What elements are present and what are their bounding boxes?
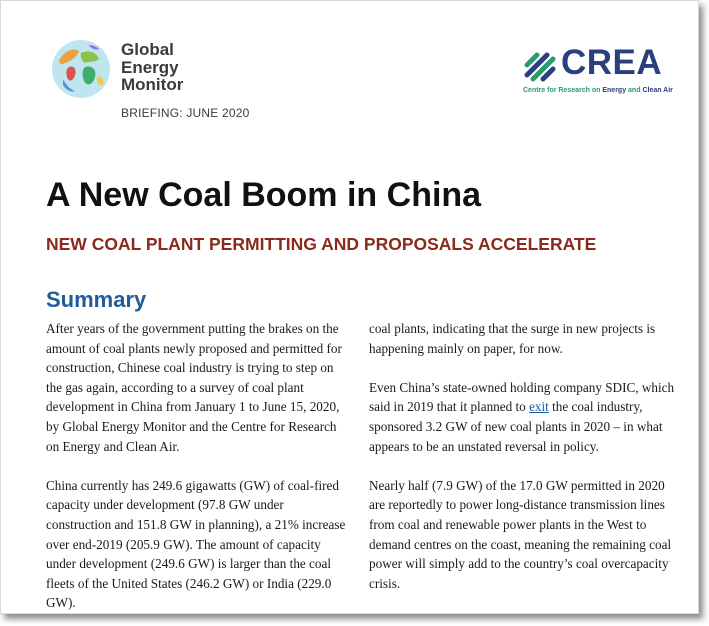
- crea-tagline-part: Energy: [602, 87, 627, 94]
- paragraph: China currently has 249.6 gigawatts (GW) of coal-fired capacity under development (97.8 GW under construction and 151.8 GW in planning), a 21% increase over end-2019 (205.9 GW). The amount of capacity under development (249.6 GW) is larger than the coal fleets of the United States (246.2 GW) or India (229.0 GW).: [46, 477, 346, 611]
- paragraph-text: Even China’s state-owned holding company SDIC, which said in 2019 that it planned to: [369, 379, 675, 415]
- paragraph: After years of the government putting the brakes on the amount of coal plants newly proposed and permitted for construction, Chinese coal industry is trying to step on the gas again, according to a survey of coal plant development in China from January 1 to June 15, 2020, by Global Energy Monitor and the Centre for Research on Energy and Clean Air.: [46, 321, 342, 454]
- paragraph-text: the coal industry, sponsored 3.2 GW of new coal plants in 2020 – in what appears to be an unstated reversal in policy.: [369, 399, 663, 454]
- crea-tagline-part: Centre for Research on: [523, 87, 603, 94]
- document-subtitle: NEW COAL PLANT PERMITTING AND PROPOSALS ACCELERATE: [46, 234, 597, 254]
- gem-logo-line: Monitor: [121, 75, 184, 94]
- gem-logo-line: Global: [121, 40, 174, 59]
- crea-tagline-part: and: [626, 87, 643, 94]
- document-title: A New Coal Boom in China: [46, 176, 482, 214]
- section-heading-summary: Summary: [46, 287, 147, 312]
- crea-logo-wordmark: CREA: [561, 43, 663, 82]
- paragraph: [369, 378, 675, 456]
- paragraph: coal plants, indicating that the surge in new projects is happening mainly on paper, for now.: [369, 321, 656, 356]
- left-column: [46, 319, 351, 614]
- paragraph: Nearly half (7.9 GW) of the 17.0 GW permitted in 2020 are reportedly to power long-distance transmission lines from coal and renewable power plants in the West to demand centres on the coast, meaning the remaining coal power will simply add to the country’s coal overcapacity crisis.: [369, 477, 672, 591]
- crea-tagline-part: Clean Air: [642, 87, 673, 94]
- exit-link[interactable]: exit: [529, 399, 549, 415]
- gem-logo-line: Energy: [121, 57, 179, 77]
- gem-logo-wordmark: [121, 41, 183, 94]
- crea-logo-icon: [523, 49, 557, 83]
- crea-logo-tagline: [523, 87, 673, 94]
- globe-logo-icon: [51, 39, 111, 99]
- right-column: [369, 319, 675, 613]
- briefing-date: BRIEFING: JUNE 2020: [121, 106, 250, 120]
